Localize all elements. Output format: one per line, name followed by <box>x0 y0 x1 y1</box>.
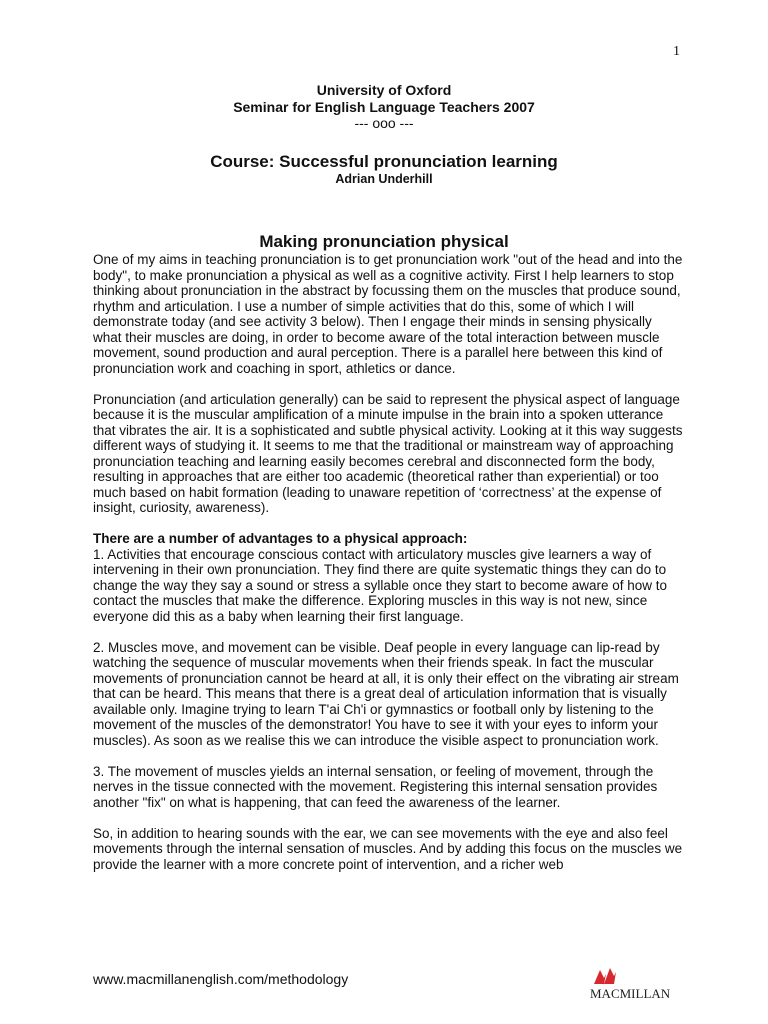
course-title: Course: Successful pronunciation learning <box>210 152 558 171</box>
section-title: Making pronunciation physical <box>259 232 509 251</box>
logo-wordmark: MACMILLAN <box>590 986 671 1001</box>
paragraph-1: One of my aims in teaching pronunciation is to get pronunciation work "out of the head and into the body", to make pronunciation a physical as well as a cognitive activity. First I help learners to stop thinking about pronunciation in the abstract by focussing them on the muscles that produce sound, rhythm and articulation. I use a number of simple activities that do this, some of which I will demonstrate today (and see activity 3 below). Then I engage their minds in sensing physically what their muscles are doing, in order to become aware of the total interaction between muscle movement, sound production and aural perception. There is a parallel here between this kind of pronunciation work and coaching in sport, athletics or dance. <box>93 252 683 376</box>
paragraph-advantage-3: 3. The movement of muscles yields an internal sensation, or feeling of movement, through the nerves in the tissue connected with the movement. Registering this internal sensation provides another "fix" on what is happening, that can feed the awareness of the learner. <box>93 763 658 810</box>
paragraph-advantage-2: 2. Muscles move, and movement can be visible. Deaf people in every language can lip-read by watching the sequence of muscular movements when their friends speak. In fact the muscular movements of pronunciation cannot be heard at all, it is only their effect on the vibrating air stream that can be heard. This means that there is a great deal of articulation information that is visually available only. Imagine trying to learn T'ai Ch'i or gymnastics or football only by listening to the movement of the muscles of the demonstrator! You have to see it with your eyes to inform your muscles). As soon as we realise this we can introduce the visible aspect to pronunciation work. <box>93 639 679 748</box>
paragraph-2: Pronunciation (and articulation generally) can be said to represent the physical aspect of language because it is the muscular amplification of a minute impulse in the brain into a spoken utterance that vibrates the air. It is a sophisticated and subtle physical activity. Looking at it this way suggests different ways of studying it. It seems to me that the traditional or mainstream way of approaching pronunciation teaching and learning easily becomes cerebral and disconnected form the body, resulting in approaches that are either too academic (theoretical rather than experiential) or too much based on habit formation (leading to unaware repetition of ‘correctness’ at the expense of insight, curiosity, awareness). <box>93 391 683 515</box>
macmillan-logo <box>590 966 680 1006</box>
document-body <box>93 252 683 888</box>
course-block <box>0 152 768 187</box>
course-author: Adrian Underhill <box>335 172 433 186</box>
seminar-title: Seminar for English Language Teachers 2007 <box>233 99 535 115</box>
page-number: 1 <box>673 44 680 59</box>
advantages-subheading: There are a number of advantages to a physical approach: <box>93 531 468 546</box>
paragraph-6: So, in addition to hearing sounds with the ear, we can see movements with the eye and also feel movements through the internal sensation of muscles. And by adding this focus on the muscles we provide the learner with a more concrete point of intervention, and a richer web <box>93 825 683 872</box>
header-separator: --- ooo --- <box>354 115 414 131</box>
institution-name: University of Oxford <box>316 82 452 98</box>
document-header <box>0 82 768 131</box>
paragraph-advantage-1: 1. Activities that encourage conscious contact with articulatory muscles give learners a way of intervening in their own pronunciation. They find there are quite systematic things they can do to change the way they say a sound or stress a syllable once they start to become aware of how to contact the muscles that make the difference. Exploring muscles in this way is not new, since everyone did this as a baby when learning their first language. <box>93 546 668 624</box>
macmillan-flame-icon <box>592 966 620 986</box>
footer-url-link[interactable]: www.macmillanenglish.com/methodology <box>93 971 349 987</box>
